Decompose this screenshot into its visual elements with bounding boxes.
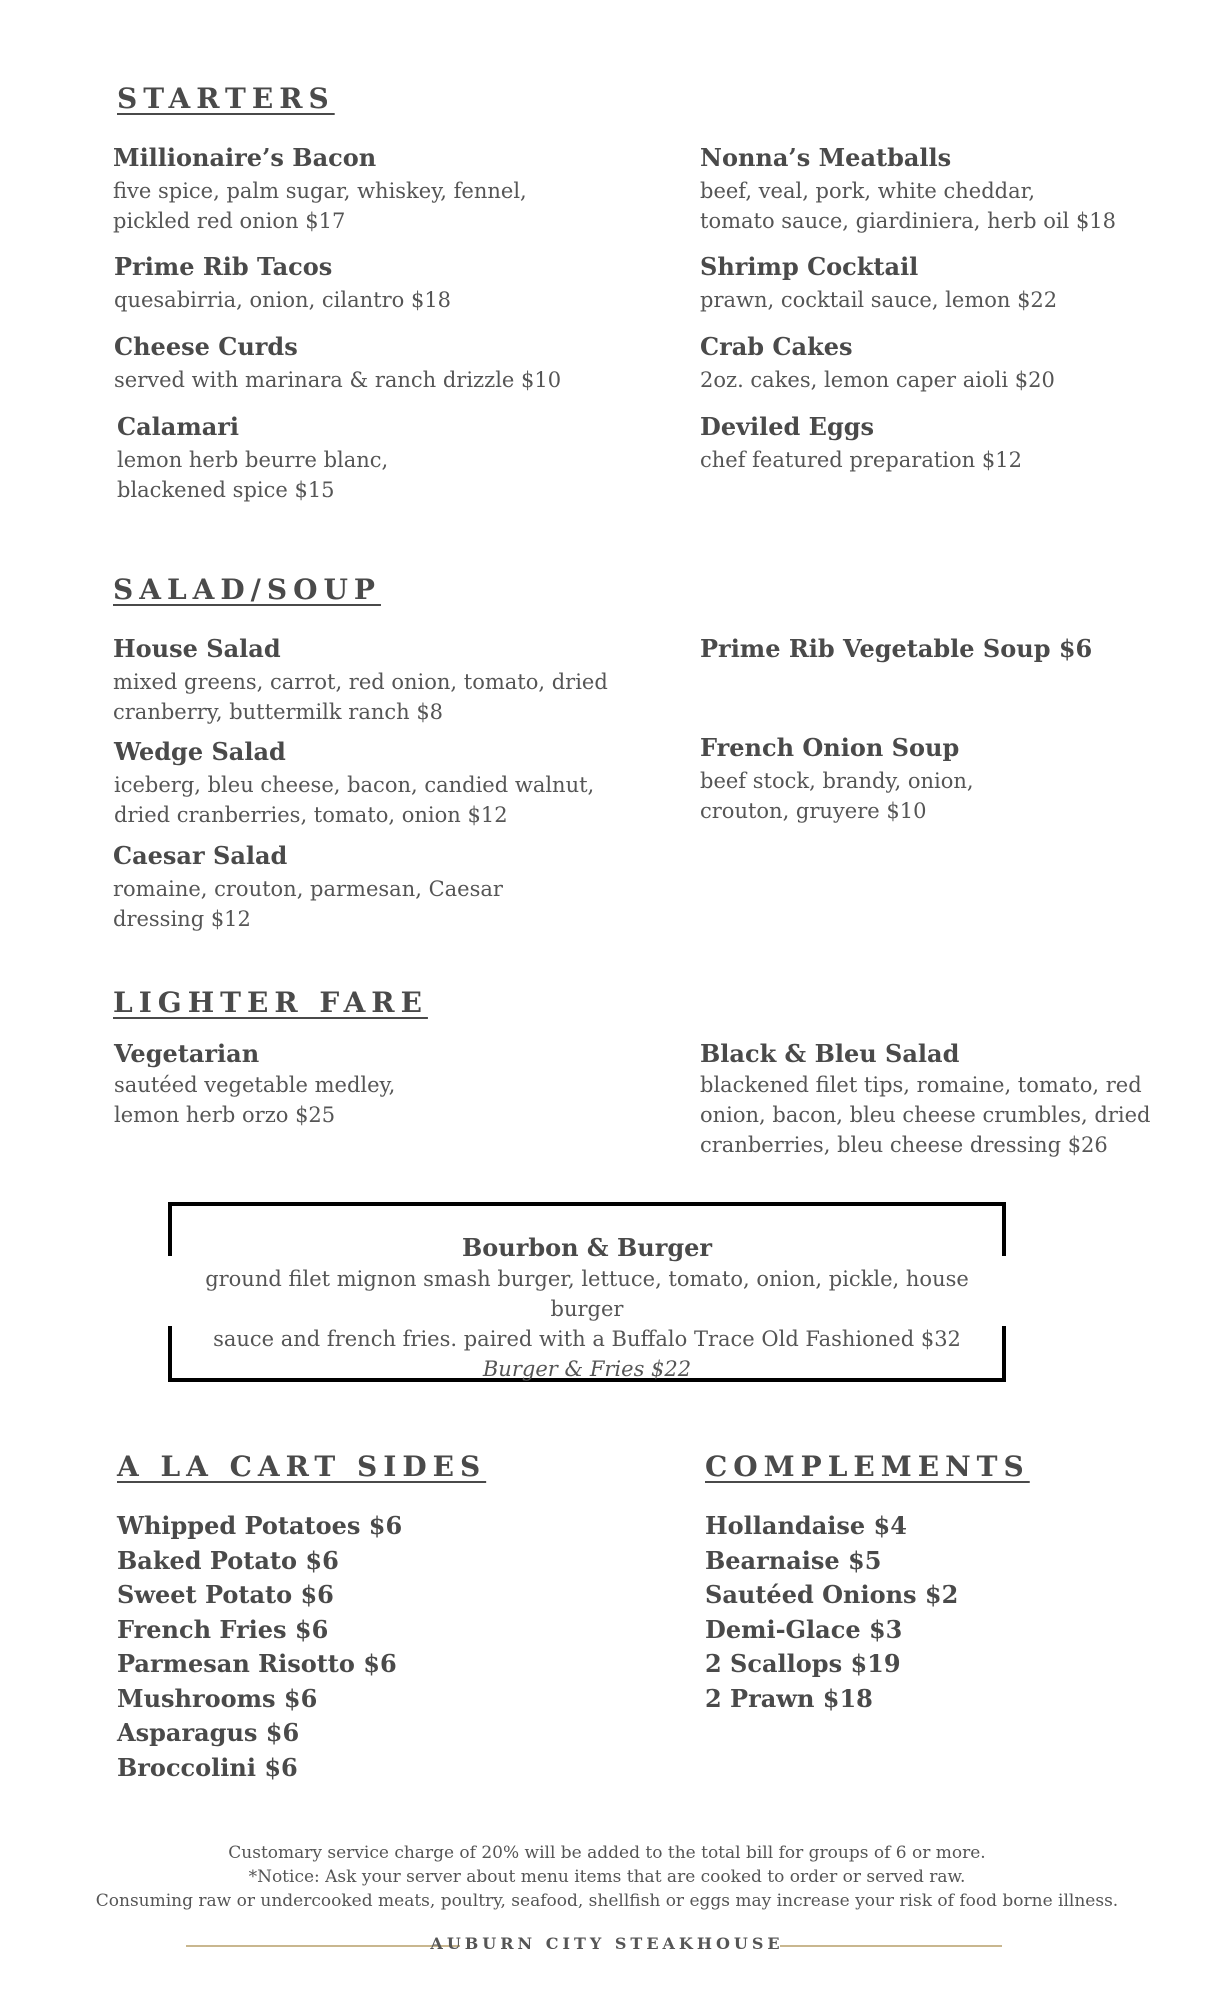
item-name: French Onion Soup [700,733,960,762]
menu-item-deviled-eggs [700,411,1022,475]
complements-list [705,1509,958,1716]
food-safety-warning: Consuming raw or undercooked meats, poultry, seafood, shellfish or eggs may increase your risk of food borne illness. [95,1891,1119,1911]
item-desc: chef featured preparation $12 [700,448,1022,472]
list-item: Demi-Glace $3 [705,1614,903,1644]
menu-item-french-onion-soup [700,732,974,826]
menu-item-prime-rib-vegetable-soup [700,633,1092,665]
item-desc: sautéed vegetable medley, lemon herb orzo $25 [114,1073,396,1127]
item-desc: 2oz. cakes, lemon caper aioli $20 [700,368,1055,392]
item-name: Wedge Salad [114,737,286,766]
item-desc: prawn, cocktail sauce, lemon $22 [700,288,1058,312]
restaurant-brand: AUBURN CITY STEAKHOUSE [430,1934,784,1953]
item-desc: served with marinara & ranch drizzle $10 [114,368,562,392]
menu-item-calamari [117,411,388,505]
item-desc: blackened filet tips, romaine, tomato, red onion, bacon, bleu cheese crumbles, dried cranberries, bleu cheese dressing $26 [700,1073,1151,1157]
item-name: Crab Cakes [700,332,853,361]
salad-soup-heading: SALAD/SOUP [113,573,381,606]
item-desc: beef, veal, pork, white cheddar, tomato sauce, giardiniera, herb oil $18 [700,179,1117,233]
item-name: Shrimp Cocktail [700,252,919,281]
list-item: Asparagus $6 [117,1718,300,1747]
feature-content [168,1232,1006,1384]
item-name: Millionaire’s Bacon [113,143,377,172]
menu-item-wedge-salad [114,736,594,830]
menu-item-black-bleu-salad [700,1038,1150,1160]
item-desc: beef stock, brandy, onion, crouton, gruyere $10 [700,769,974,823]
list-item: Mushrooms $6 [117,1683,318,1713]
list-item: Baked Potato $6 [117,1545,339,1575]
list-item: Parmesan Risotto $6 [117,1649,397,1678]
complements-heading: COMPLEMENTS [705,1450,1030,1483]
item-name: Caesar Salad [113,841,288,870]
list-item: Broccolini $6 [117,1752,298,1782]
item-name: House Salad [113,634,281,663]
lighter-fare-heading: LIGHTER FARE [113,986,428,1019]
footer-notes [0,1841,1214,1913]
service-charge-note: Customary service charge of 20% will be added to the total bill for groups of 6 or more. [228,1843,986,1863]
list-item: Sweet Potato $6 [117,1580,334,1609]
item-name: Calamari [117,412,240,441]
menu-item-shrimp-cocktail [700,251,1057,315]
menu-item-nonnas-meatballs [700,142,1116,236]
feature-desc-line-1: ground filet mignon smash burger, lettuce, tomato, onion, pickle, house burger [205,1267,969,1321]
menu-item-crab-cakes [700,331,1055,395]
list-item: 2 Scallops $19 [705,1649,901,1678]
sides-list [117,1509,402,1785]
item-name: Nonna’s Meatballs [700,143,952,172]
item-desc: five spice, palm sugar, whiskey, fennel, pickled red onion $17 [113,179,527,233]
item-name: Cheese Curds [114,332,298,361]
feature-desc-line-2: sauce and french fries. paired with a Buffalo Trace Old Fashioned $32 [213,1327,961,1351]
item-name: Black & Bleu Salad [700,1039,960,1068]
item-desc: romaine, crouton, parmesan, Caesar dressing $12 [113,877,503,931]
cook-order-notice: *Notice: Ask your server about menu items that are cooked to order or served raw. [248,1867,966,1887]
menu-item-house-salad [113,633,608,727]
item-desc: quesabirria, onion, cilantro $18 [114,288,452,312]
sides-heading: A LA CART SIDES [117,1450,487,1483]
starters-heading: STARTERS [117,82,335,115]
list-item: French Fries $6 [117,1614,329,1644]
list-item: Sautéed Onions $2 [705,1580,959,1609]
item-name: Deviled Eggs [700,412,875,441]
item-name: Prime Rib Tacos [114,252,333,281]
menu-item-cheese-curds [114,331,561,395]
bourbon-burger-feature-box [168,1202,1006,1382]
menu-item-prime-rib-tacos [114,251,451,315]
list-item: Bearnaise $5 [705,1545,882,1575]
feature-title: Bourbon & Burger [461,1233,713,1262]
feature-alt-option: Burger & Fries $22 [482,1357,692,1381]
list-item: 2 Prawn $18 [705,1683,873,1713]
menu-item-millionaires-bacon [113,142,527,236]
list-item: Hollandaise $4 [705,1511,907,1540]
item-desc: lemon herb beurre blanc, blackened spice $15 [117,448,389,502]
item-name: Vegetarian [114,1039,260,1068]
item-desc: mixed greens, carrot, red onion, tomato, dried cranberry, buttermilk ranch $8 [113,670,608,724]
list-item: Whipped Potatoes $6 [117,1511,403,1540]
menu-item-vegetarian [114,1038,395,1130]
item-desc: iceberg, bleu cheese, bacon, candied walnut, dried cranberries, tomato, onion $12 [114,773,595,827]
menu-item-caesar-salad [113,840,503,934]
item-name: Prime Rib Vegetable Soup $6 [700,634,1093,663]
